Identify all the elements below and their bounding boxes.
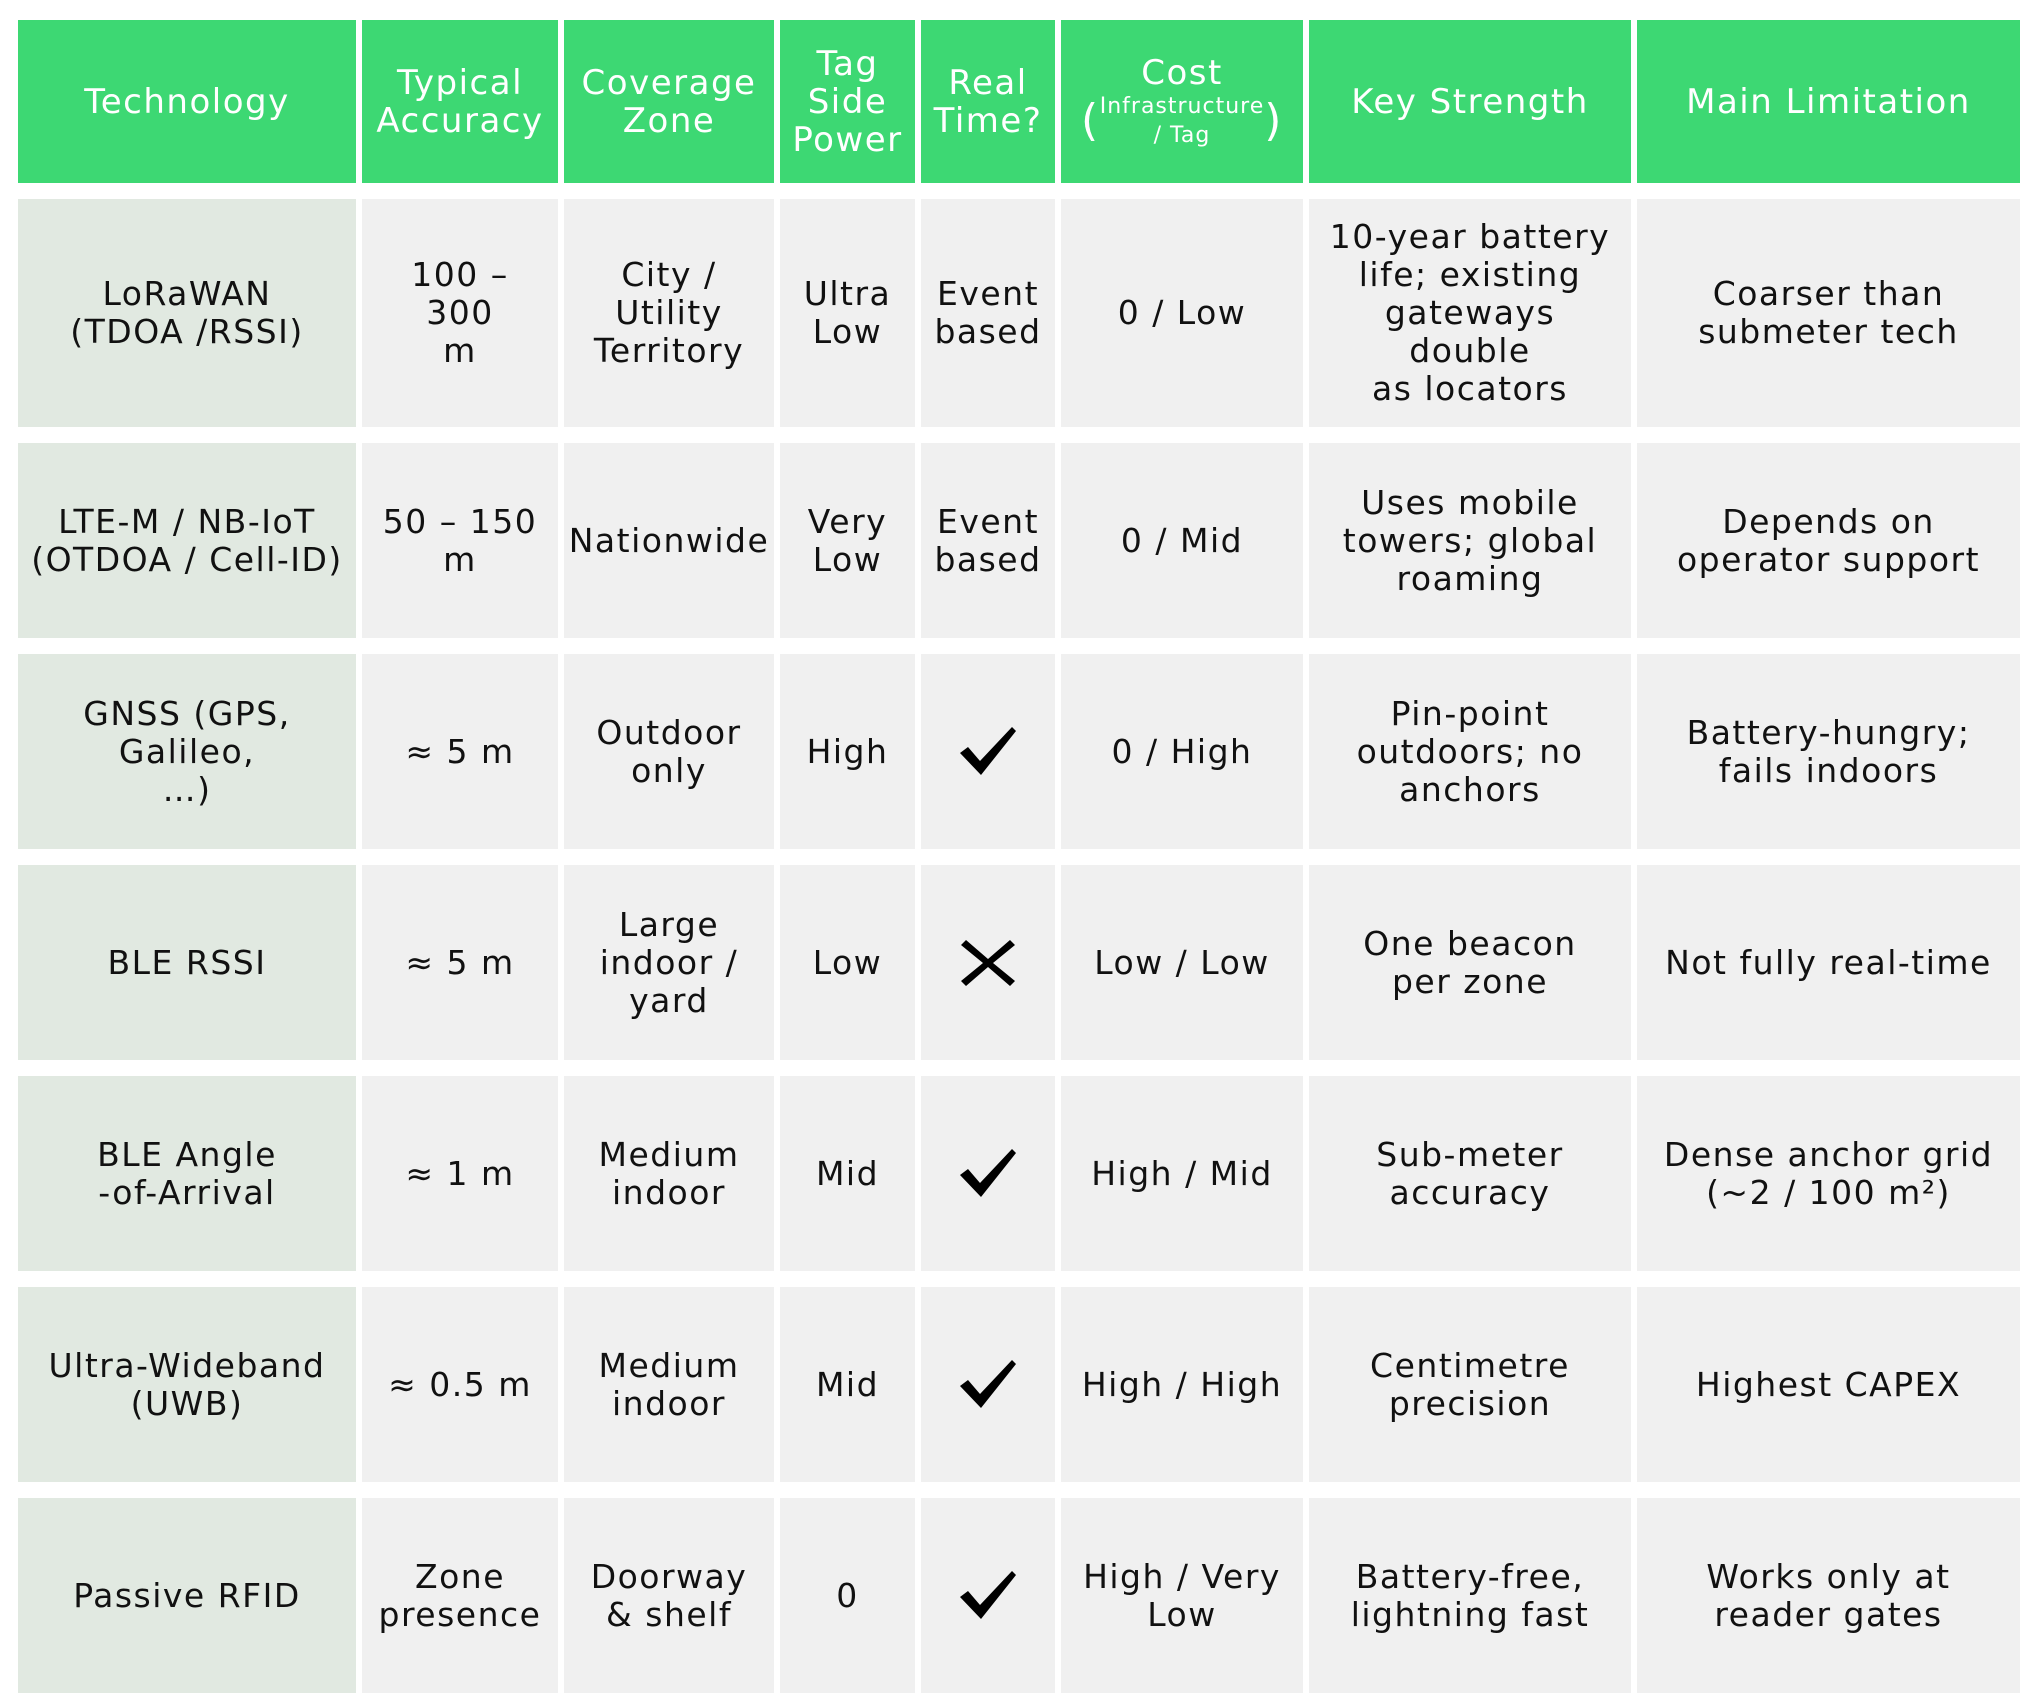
cell-limitation: Not fully real-time [1637,865,2020,1060]
cell-cost: High / Very Low [1061,1498,1303,1693]
header-cost [1061,20,1303,183]
cell-technology: GNSS (GPS, Galileo, …) [18,654,356,849]
cell-technology: Passive RFID [18,1498,356,1693]
cell-accuracy: 100 – 300 m [362,199,558,427]
cell-coverage: Nationwide [564,443,774,638]
cell-technology: LoRaWAN (TDOA /RSSI) [18,199,356,427]
header-coverage: Coverage Zone [564,20,774,183]
cell-realtime: Event based [921,199,1055,427]
cell-realtime [921,1076,1055,1271]
cell-accuracy: ≈ 5 m [362,654,558,849]
cell-accuracy: ≈ 1 m [362,1076,558,1271]
cell-cost: 0 / Mid [1061,443,1303,638]
cell-cost: 0 / High [1061,654,1303,849]
cell-coverage: City / Utility Territory [564,199,774,427]
cell-technology: LTE-M / NB-IoT (OTDOA / Cell-ID) [18,443,356,638]
header-realtime: Real Time? [921,20,1055,183]
header-accuracy: Typical Accuracy [362,20,558,183]
cell-strength: Uses mobile towers; global roaming [1309,443,1631,638]
cell-power: Very Low [780,443,915,638]
comparison-table [18,20,2020,1693]
cell-accuracy: Zone presence [362,1498,558,1693]
cell-limitation: Coarser than submeter tech [1637,199,2020,427]
cell-coverage: Medium indoor [564,1076,774,1271]
cell-limitation: Battery-hungry; fails indoors [1637,654,2020,849]
cell-accuracy: ≈ 0.5 m [362,1287,558,1482]
cross-icon [956,934,1020,992]
cell-realtime [921,654,1055,849]
cell-power: Ultra Low [780,199,915,427]
cell-coverage: Large indoor / yard [564,865,774,1060]
header-cost-paren-open: ( [1081,94,1100,146]
header-cost-title: Cost [1141,52,1223,93]
cell-power: Low [780,865,915,1060]
cell-power: High [780,654,915,849]
cell-coverage: Doorway & shelf [564,1498,774,1693]
cell-power: 0 [780,1498,915,1693]
cell-strength: One beacon per zone [1309,865,1631,1060]
cell-strength: Centimetre precision [1309,1287,1631,1482]
cell-accuracy: 50 – 150 m [362,443,558,638]
check-icon [956,1356,1020,1414]
cell-strength: Battery-free, lightning fast [1309,1498,1631,1693]
cell-limitation: Highest CAPEX [1637,1287,2020,1482]
check-icon [956,1145,1020,1203]
cell-power: Mid [780,1287,915,1482]
cell-strength: Pin-point outdoors; no anchors [1309,654,1631,849]
cell-technology: Ultra-Wideband (UWB) [18,1287,356,1482]
cell-cost: Low / Low [1061,865,1303,1060]
header-technology: Technology [18,20,356,183]
cell-accuracy: ≈ 5 m [362,865,558,1060]
cell-technology: BLE RSSI [18,865,356,1060]
cell-coverage: Outdoor only [564,654,774,849]
check-icon [956,723,1020,781]
cell-realtime [921,865,1055,1060]
check-icon [956,1567,1020,1625]
cell-limitation: Works only at reader gates [1637,1498,2020,1693]
cell-realtime: Event based [921,443,1055,638]
cell-coverage: Medium indoor [564,1287,774,1482]
header-cost-detail [1081,92,1283,150]
cell-limitation: Depends on operator support [1637,443,2020,638]
header-cost-infrastructure: Infrastructure [1099,93,1265,119]
header-power: Tag Side Power [780,20,915,183]
cell-technology: BLE Angle -of-Arrival [18,1076,356,1271]
header-limitation: Main Limitation [1637,20,2020,183]
cell-realtime [921,1287,1055,1482]
header-cost-tag: / Tag [1153,122,1211,148]
cell-realtime [921,1498,1055,1693]
cell-cost: 0 / Low [1061,199,1303,427]
cell-strength: Sub-meter accuracy [1309,1076,1631,1271]
header-strength: Key Strength [1309,20,1631,183]
cell-power: Mid [780,1076,915,1271]
cell-cost: High / Mid [1061,1076,1303,1271]
cell-cost: High / High [1061,1287,1303,1482]
cell-limitation: Dense anchor grid (~2 / 100 m²) [1637,1076,2020,1271]
header-cost-paren-close: ) [1264,94,1283,146]
cell-strength: 10-year battery life; existing gateways double as locators [1309,199,1631,427]
